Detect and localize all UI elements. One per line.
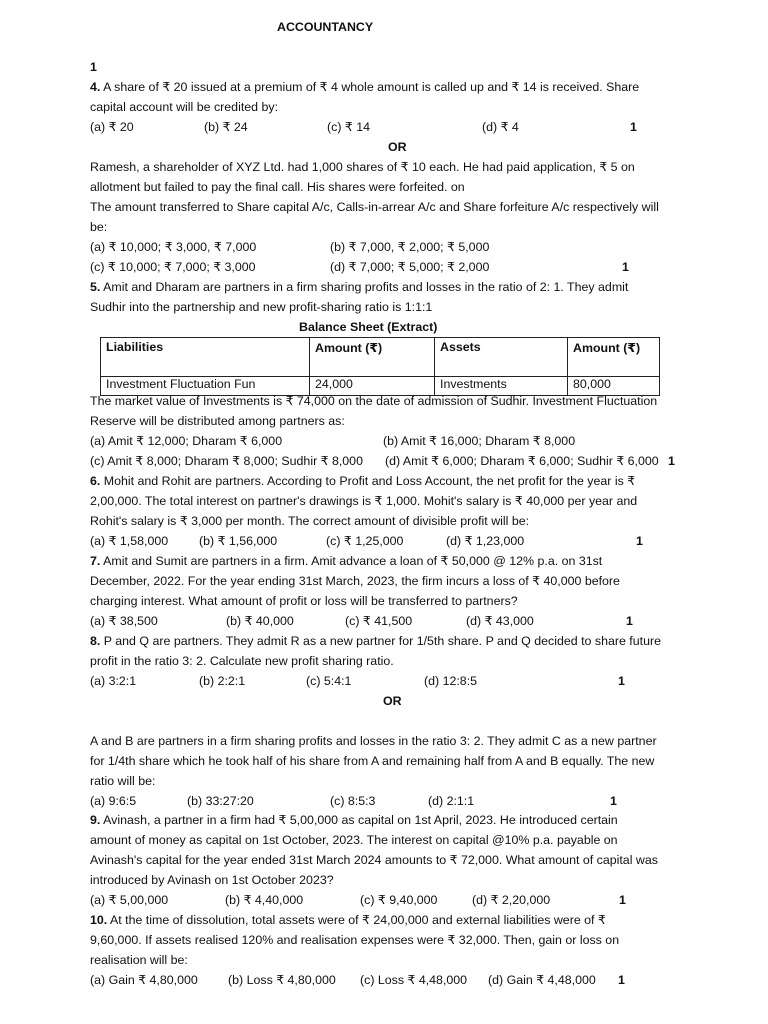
section-marker: 1 xyxy=(90,60,97,74)
q4-text-line2: capital account will be credited by: xyxy=(90,100,279,114)
q4alt-option-a: (a) ₹ 10,000; ₹ 3,000, ₹ 7,000 xyxy=(90,240,257,254)
q7-text: Amit and Sumit are partners in a firm. Amit advance a loan of ₹ 50,000 @ 12% p.a. on 31st xyxy=(100,554,603,568)
q9-text-line4: introduced by Avinash on 1st October 2023? xyxy=(90,873,334,887)
q4alt-text-line4: be: xyxy=(90,220,108,234)
q8alt-option-c: (c) 8:5:3 xyxy=(330,794,376,808)
q9-number: 9. xyxy=(90,813,101,827)
q6-text-line3: Rohit's salary is ₹ 3,000 per month. The correct amount of divisible profit will be: xyxy=(90,514,530,528)
q4-marks: 1 xyxy=(630,120,637,134)
q6-text-line1 xyxy=(90,473,635,489)
q5-marks: 1 xyxy=(668,454,675,468)
q7-number: 7. xyxy=(90,554,101,568)
q4alt-option-c: (c) ₹ 10,000; ₹ 7,000; ₹ 3,000 xyxy=(90,260,256,274)
q5-text-line2: Sudhir into the partnership and new profit-sharing ratio is 1:1:1 xyxy=(90,300,433,314)
table-header-assets: Assets xyxy=(435,338,568,377)
q6-option-a: (a) ₹ 1,58,000 xyxy=(90,534,169,548)
q8-marks: 1 xyxy=(618,674,625,688)
q4-text-line1 xyxy=(90,79,639,95)
q4-option-a: (a) ₹ 20 xyxy=(90,120,134,134)
q10-text-line3: realisation will be: xyxy=(90,953,188,967)
q7-marks: 1 xyxy=(626,614,633,628)
q10-text: At the time of dissolution, total assets were of ₹ 24,00,000 and external liabilities were of ₹ xyxy=(107,913,606,927)
q9-option-c: (c) ₹ 9,40,000 xyxy=(360,893,438,907)
table-header-amount: Amount (₹) xyxy=(310,338,435,377)
q4alt-text-line3: The amount transferred to Share capital A/c, Calls-in-arrear A/c and Share forfeiture A/c respectively will xyxy=(90,200,659,214)
q5-text-line1 xyxy=(90,279,628,295)
q7-text-line3: charging interest. What amount of profit or loss will be transferred to partners? xyxy=(90,594,518,608)
q6-option-b: (b) ₹ 1,56,000 xyxy=(199,534,278,548)
q5-text-line3: The market value of Investments is ₹ 74,000 on the date of admission of Sudhir. Investment Fluctuation xyxy=(90,394,658,408)
q7-option-c: (c) ₹ 41,500 xyxy=(345,614,413,628)
q8-option-a: (a) 3:2:1 xyxy=(90,674,137,688)
q8alt-option-a: (a) 9:6:5 xyxy=(90,794,137,808)
q4-option-b: (b) ₹ 24 xyxy=(204,120,248,134)
q5-text-line4: Reserve will be distributed among partners as: xyxy=(90,414,345,428)
table-cell-asset: Investments xyxy=(435,377,568,396)
q7-option-d: (d) ₹ 43,000 xyxy=(466,614,534,628)
q8alt-text-line3: ratio will be: xyxy=(90,774,156,788)
q5-option-b: (b) Amit ₹ 16,000; Dharam ₹ 8,000 xyxy=(383,434,576,448)
q9-text: Avinash, a partner in a firm had ₹ 5,00,000 as capital on 1st April, 2023. He introduced certain xyxy=(100,813,618,827)
q8alt-text-line1: A and B are partners in a firm sharing profits and losses in the ratio 3: 2. They admit C as a new partner xyxy=(90,734,657,748)
q6-number: 6. xyxy=(90,474,101,488)
balance-sheet-table xyxy=(100,337,660,396)
q4alt-option-d: (d) ₹ 7,000; ₹ 5,000; ₹ 2,000 xyxy=(330,260,490,274)
q10-option-c: (c) Loss ₹ 4,48,000 xyxy=(360,973,468,987)
q8-text-line1 xyxy=(90,633,661,649)
q4alt-text-line1: Ramesh, a shareholder of XYZ Ltd. had 1,000 shares of ₹ 10 each. He had paid application, ₹ 5 on xyxy=(90,160,635,174)
q8alt-text-line2: for 1/4th share which he took half of his share from A and remaining half from A and B equally. The new xyxy=(90,754,655,768)
q8alt-option-d: (d) 2:1:1 xyxy=(428,794,475,808)
q8-number: 8. xyxy=(90,634,101,648)
q9-text-line2: amount of money as capital on 1st October, 2023. The interest on capital @10% p.a. payable on xyxy=(90,833,618,847)
q7-option-a: (a) ₹ 38,500 xyxy=(90,614,158,628)
q9-option-b: (b) ₹ 4,40,000 xyxy=(225,893,304,907)
q10-number: 10. xyxy=(90,913,108,927)
q6-option-c: (c) ₹ 1,25,000 xyxy=(326,534,404,548)
table-cell-liability: Investment Fluctuation Fun xyxy=(101,377,310,396)
q4-option-d: (d) ₹ 4 xyxy=(482,120,519,134)
q5-option-d: (d) Amit ₹ 6,000; Dharam ₹ 6,000; Sudhir ₹ 6,000 xyxy=(385,454,659,468)
q4-number: 4. xyxy=(90,80,101,94)
table-header-row xyxy=(101,338,660,377)
q10-option-b: (b) Loss ₹ 4,80,000 xyxy=(228,973,336,987)
q8alt-option-b: (b) 33:27:20 xyxy=(187,794,254,808)
or-divider-2: OR xyxy=(383,694,402,708)
q6-text-line2: 2,00,000. The total interest on partner's drawings is ₹ 1,000. Mohit's salary is ₹ 40,000 per year and xyxy=(90,494,638,508)
table-cell-asset-amount: 80,000 xyxy=(568,377,660,396)
q4-text: A share of ₹ 20 issued at a premium of ₹ 4 whole amount is called up and ₹ 14 is received. Share xyxy=(100,80,640,94)
q5-option-c: (c) Amit ₹ 8,000; Dharam ₹ 8,000; Sudhir ₹ 8,000 xyxy=(90,454,363,468)
q9-marks: 1 xyxy=(619,893,626,907)
q4alt-option-b: (b) ₹ 7,000, ₹ 2,000; ₹ 5,000 xyxy=(330,240,490,254)
q10-option-d: (d) Gain ₹ 4,48,000 xyxy=(488,973,596,987)
q8-text-line2: profit in the ratio 3: 2. Calculate new profit sharing ratio. xyxy=(90,654,394,668)
q7-text-line1 xyxy=(90,553,602,569)
q8-option-c: (c) 5:4:1 xyxy=(306,674,352,688)
q6-text: Mohit and Rohit are partners. According to Profit and Loss Account, the net profit for the year is ₹ xyxy=(100,474,636,488)
or-divider: OR xyxy=(388,140,407,154)
table-header-amount-2: Amount (₹) xyxy=(568,338,660,377)
q4alt-marks: 1 xyxy=(622,260,629,274)
q5-text: Amit and Dharam are partners in a firm sharing profits and losses in the ratio of 2: 1. They admit xyxy=(100,280,629,294)
q4alt-text-line2: allotment but failed to pay the final call. His shares were forfeited. on xyxy=(90,180,465,194)
page-title: ACCOUNTANCY xyxy=(277,20,374,34)
q9-text-line3: Avinash's capital for the year ended 31st March 2024 amounts to ₹ 72,000. What amount of capital was xyxy=(90,853,658,867)
q10-text-line1 xyxy=(90,912,606,928)
q7-text-line2: December, 2022. For the year ending 31st March, 2023, the firm incurs a loss of ₹ 40,000 before xyxy=(90,574,620,588)
q5-option-a: (a) Amit ₹ 12,000; Dharam ₹ 6,000 xyxy=(90,434,283,448)
q9-text-line1 xyxy=(90,812,618,828)
table-header-liabilities: Liabilities xyxy=(101,338,310,377)
q4-option-c: (c) ₹ 14 xyxy=(327,120,370,134)
q9-option-d: (d) ₹ 2,20,000 xyxy=(472,893,551,907)
q10-text-line2: 9,60,000. If assets realised 120% and realisation expenses were ₹ 32,000. Then, gain or loss on xyxy=(90,933,620,947)
q6-option-d: (d) ₹ 1,23,000 xyxy=(446,534,525,548)
q10-marks: 1 xyxy=(618,973,625,987)
q8-option-d: (d) 12:8:5 xyxy=(424,674,478,688)
q8-text: P and Q are partners. They admit R as a new partner for 1/5th share. P and Q decided to share future xyxy=(100,634,661,648)
table-cell-liability-amount: 24,000 xyxy=(310,377,435,396)
q5-number: 5. xyxy=(90,280,101,294)
q7-option-b: (b) ₹ 40,000 xyxy=(226,614,294,628)
q9-option-a: (a) ₹ 5,00,000 xyxy=(90,893,169,907)
q10-option-a: (a) Gain ₹ 4,80,000 xyxy=(90,973,198,987)
q8alt-marks: 1 xyxy=(610,794,617,808)
balance-sheet-title: Balance Sheet (Extract) xyxy=(299,320,438,334)
q6-marks: 1 xyxy=(636,534,643,548)
q8-option-b: (b) 2:2:1 xyxy=(199,674,246,688)
